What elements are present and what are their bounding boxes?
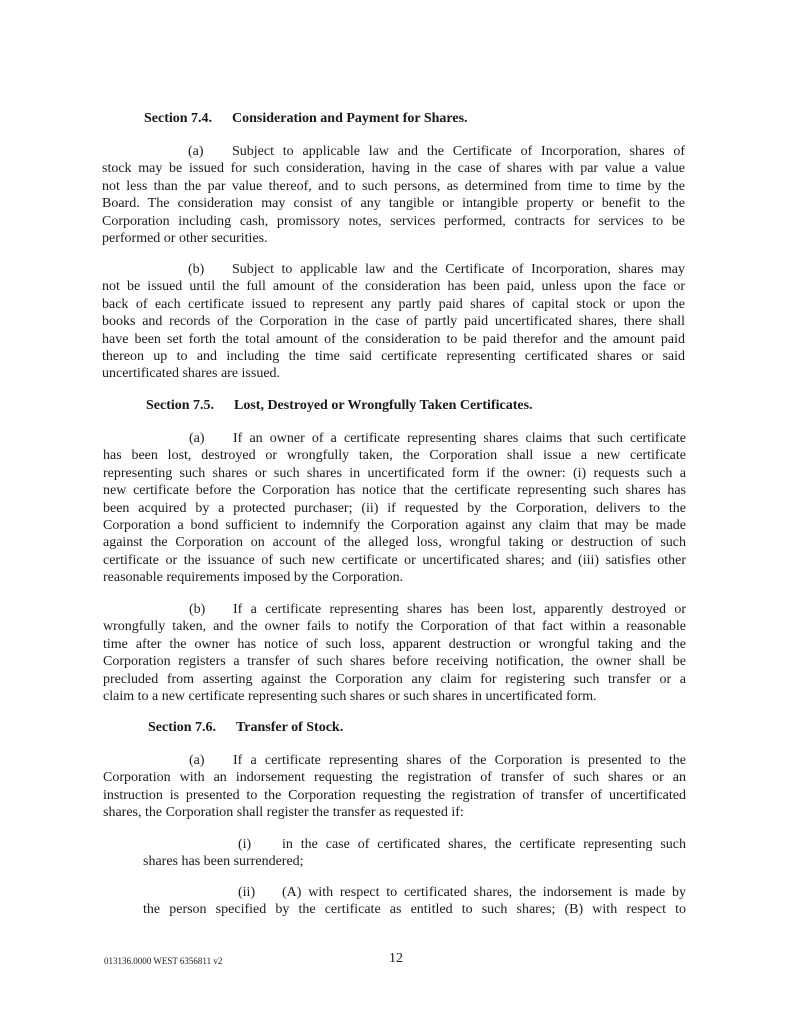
section-7-5-paragraph-a: (a) If an owner of a certificate representing shares claims that such certificate has been lost, destroyed or wrongfully taken, the Corporation shall issue a new certificate representing such shares or such shares in uncertificated form if the owner: (i) requests such a new certificate before the Corporation has notice that the certificate representing such shares has been acquired by a protected purchaser; (ii) if requested by the Corporation, delivers to the Corporation a bond sufficient to indemnify the Corporation against any claim that may be made against the Corporation on account of the alleged loss, wrongful taking or destruction of such certificate or the issuance of such new certificate or uncertificated shares; and (iii) satisfies other reasonable requirements imposed by the Corporation.: [103, 431, 686, 586]
section-7-5-heading: [146, 398, 533, 414]
paragraph-label: (i): [238, 837, 252, 852]
paragraph-label: (a): [189, 431, 205, 446]
section-7-6-subparagraph-ii: (ii) (A) with respect to certificated shares, the indorsement is made by the person specified by the certificate as entitled to such shares; (B) with respect to: [143, 885, 686, 918]
paragraph-label: (a): [188, 144, 204, 159]
section-number: Section 7.5.: [146, 398, 215, 413]
section-7-4-paragraph-b: (b) Subject to applicable law and the Certificate of Incorporation, shares may not be issued until the full amount of the consideration has been paid, unless upon the face or back of each certificate issued to represent any partly paid shares of capital stock or upon the books and records of the Corporation in the case of partly paid uncertificated shares, there shall have been set forth the total amount of the consideration to be paid therefor and the amount paid thereon up to and including the time said certificate representing certificated shares or said uncertificated shares are issued.: [102, 262, 685, 382]
page-number: 12: [389, 951, 403, 966]
section-7-6-paragraph-a: (a) If a certificate representing shares of the Corporation is presented to the Corporation with an indorsement requesting the registration of transfer of such shares or an instruction is presented to the Corporation requesting the registration of transfer of uncertificated shares, the Corporation shall register the transfer as requested if:: [103, 753, 686, 821]
section-7-5-paragraph-b: (b) If a certificate representing shares has been lost, apparently destroyed or wrongfully taken, and the owner fails to notify the Corporation of that fact within a reasonable time after the owner has notice of such loss, apparent destruction or wrongful taking and the Corporation registers a transfer of such shares before receiving notification, the owner shall be precluded from asserting against the Corporation any claim for registering such transfer or a claim to a new certificate representing such shares or such shares in uncertificated form.: [103, 602, 686, 704]
paragraph-label: (ii): [238, 885, 256, 900]
section-number: Section 7.4.: [144, 111, 213, 126]
section-7-4-heading: [144, 111, 468, 127]
section-7-6-subparagraph-i: (i) in the case of certificated shares, the certificate representing such shares has been surrendered;: [143, 837, 686, 870]
section-title: Consideration and Payment for Shares.: [232, 111, 468, 126]
paragraph-label: (b): [189, 602, 206, 617]
section-title: Lost, Destroyed or Wrongfully Taken Certificates.: [234, 398, 533, 413]
section-number: Section 7.6.: [148, 720, 217, 735]
section-7-6-heading: [148, 720, 343, 736]
section-title: Transfer of Stock.: [236, 720, 344, 735]
paragraph-label: (a): [189, 753, 205, 768]
document-id: 013136.0000 WEST 6356811 v2: [104, 956, 223, 966]
section-7-4-paragraph-a: (a) Subject to applicable law and the Certificate of Incorporation, shares of stock may be issued for such consideration, having in the case of shares with par value a value not less than the par value thereof, and to such persons, as determined from time to time by the Board. The consideration may consist of any tangible or intangible property or benefit to the Corporation including cash, promissory notes, services performed, contracts for services to be performed or other securities.: [102, 144, 685, 246]
paragraph-label: (b): [188, 262, 205, 277]
